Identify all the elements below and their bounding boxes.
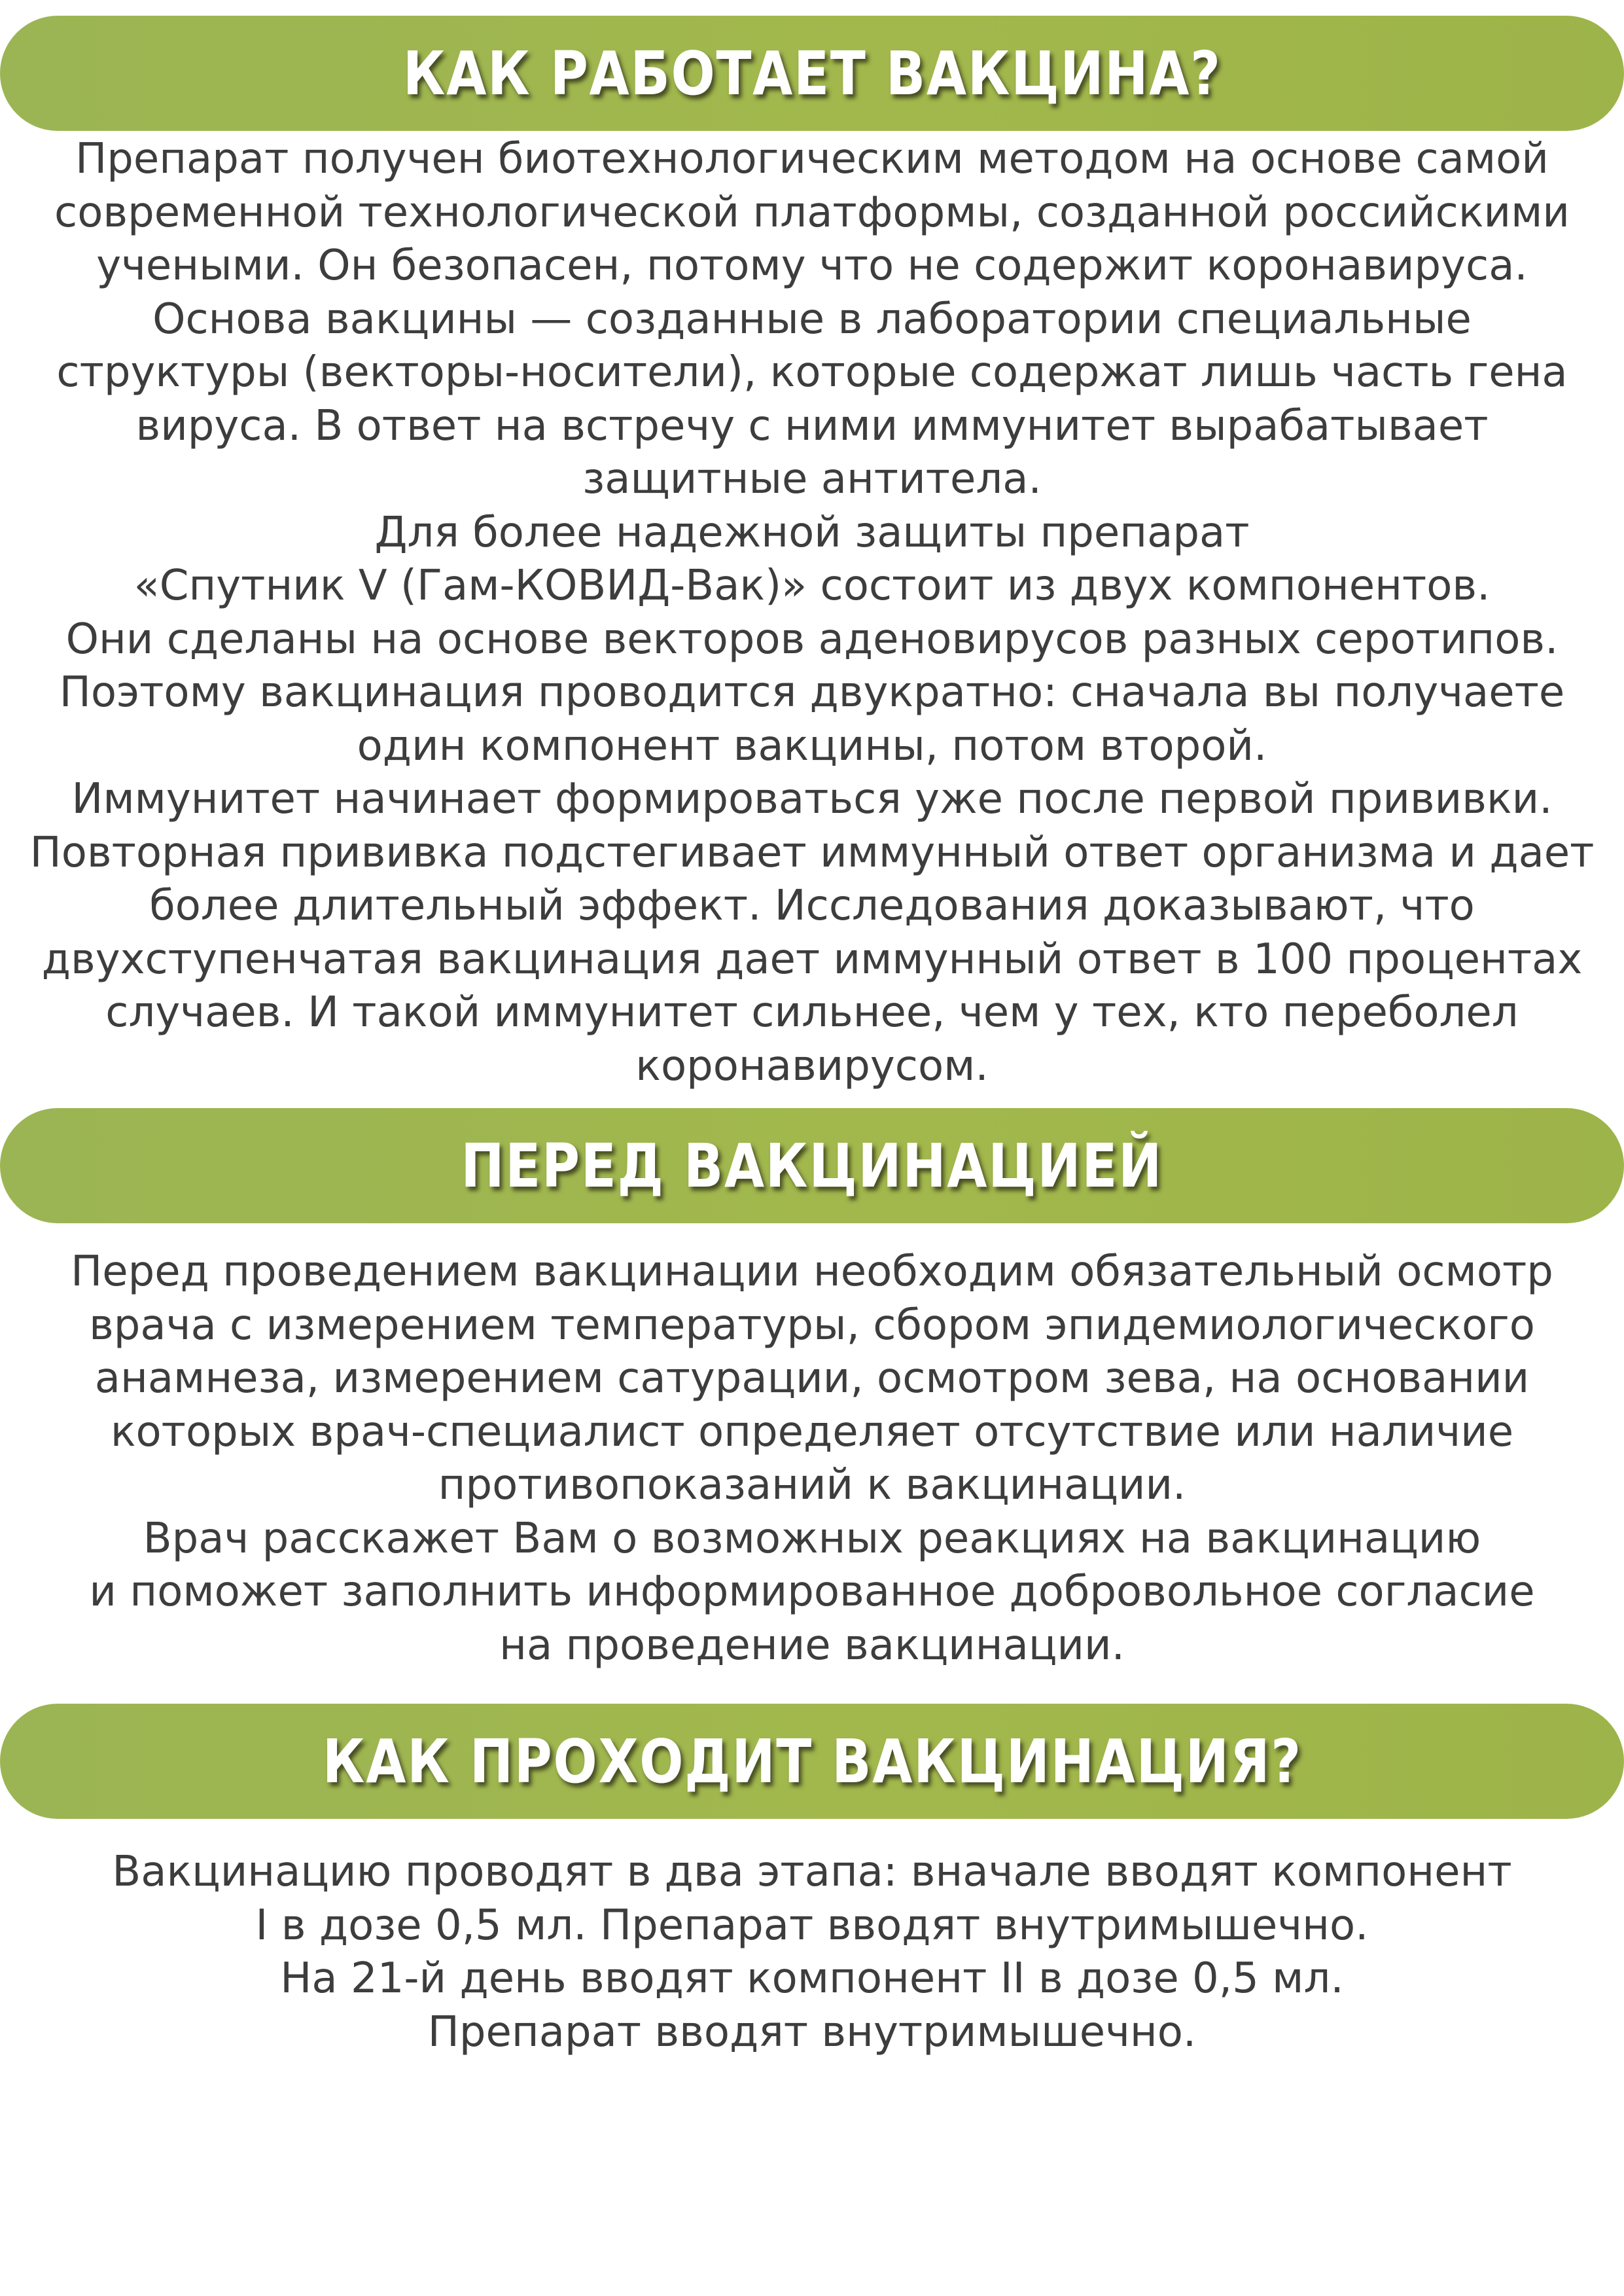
paragraph-line: «Спутник V (Гам-КОВИД-Вак)» состоит из двух компонентов. [133,562,1491,610]
paragraph-line: Повторная прививка подстегивает иммунный ответ организма и дает [29,828,1595,877]
paragraph-line: коронавирусом. [635,1041,989,1090]
section-body-before-vaccination [0,1246,1624,1672]
paragraph-line: Перед проведением вакцинации необходим обязательный осмотр [71,1247,1553,1296]
section-body-how-vaccine-works [0,133,1624,1093]
paragraph-line: более длительный эффект. Исследования доказывают, что [149,882,1475,930]
paragraph-line: на проведение вакцинации. [499,1621,1125,1670]
paragraph-line: и поможет заполнить информированное добровольное согласие [89,1568,1535,1616]
paragraph-line: Они сделаны на основе векторов аденовирусов разных серотипов. [65,615,1559,664]
section-title: КАК РАБОТАЕТ ВАКЦИНА? [402,38,1222,109]
paragraph-line: современной технологической платформы, созданной российскими [54,188,1570,237]
paragraph-line: противопоказаний к вакцинации. [438,1461,1186,1509]
paragraph-line: Вакцинацию проводят в два этапа: вначале вводят компонент [112,1848,1512,1896]
section-header-how-vaccine-works [0,16,1624,131]
paragraph-line: вируса. В ответ на встречу с ними иммунитет вырабатывает [135,401,1489,450]
paragraph-line: защитные антитела. [582,455,1042,503]
section-header-how-vaccination-goes [0,1704,1624,1819]
section-header-before-vaccination [0,1108,1624,1223]
paragraph-line: Для более надежной защиты препарат [374,508,1250,557]
paragraph-line: Препарат получен биотехнологическим методом на основе самой [75,135,1549,183]
section-title: КАК ПРОХОДИТ ВАКЦИНАЦИЯ? [322,1726,1302,1797]
paragraph-line: На 21-й день вводят компонент II в дозе 0,5 мл. [280,1954,1344,2003]
paragraph-line: Препарат вводят внутримышечно. [427,2007,1197,2056]
section-title: ПЕРЕД ВАКЦИНАЦИЕЙ [461,1130,1163,1201]
paragraph-line: структуры (векторы-носители), которые содержат лишь часть гена [56,348,1568,397]
paragraph-line: которых врач-специалист определяет отсутствие или наличие [110,1407,1514,1456]
paragraph-line: двухступенчатая вакцинация дает иммунный ответ в 100 процентах [41,935,1583,984]
paragraph-line: Врач расскажет Вам о возможных реакциях на вакцинацию [143,1514,1481,1563]
section-body-how-vaccination-goes [0,1846,1624,2059]
paragraph-line: Основа вакцины — созданные в лаборатории специальные [152,295,1472,344]
paragraph-line: один компонент вакцины, потом второй. [357,721,1267,770]
paragraph-line: Поэтому вакцинация проводится двукратно: сначала вы получаете [59,668,1565,717]
paragraph-line: Иммунитет начинает формироваться уже после первой прививки. [71,775,1553,823]
paragraph-line: анамнеза, измерением сатурации, осмотром зева, на основании [94,1354,1530,1403]
paragraph-line: случаев. И такой иммунитет сильнее, чем у тех, кто переболел [105,988,1519,1037]
paragraph-line: учеными. Он безопасен, потому что не содержит коронавируса. [96,242,1528,290]
paragraph-line: врача с измерением температуры, сбором эпидемиологического [89,1300,1535,1350]
paragraph-line: I в дозе 0,5 мл. Препарат вводят внутримышечно. [255,1901,1369,1950]
